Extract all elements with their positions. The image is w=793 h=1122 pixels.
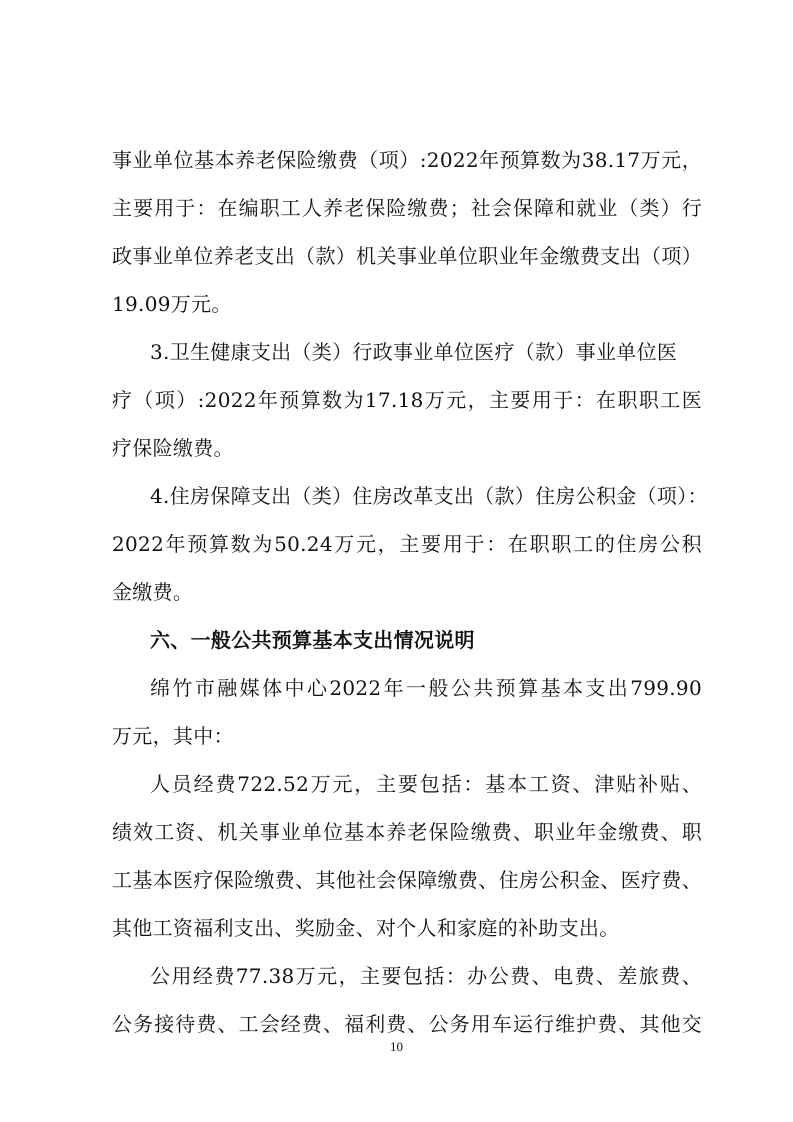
page-number: 10 xyxy=(390,1039,403,1054)
paragraph-line-9: 2022年预算数为50.24万元，主要用于：在职职工的住房公积 xyxy=(112,532,702,556)
paragraph-line-8: 4.住房保障支出（类）住房改革支出（款）住房公积金（项）： xyxy=(150,484,708,508)
paragraph-line-10: 金缴费。 xyxy=(112,580,194,604)
paragraph-line-4: 19.09万元。 xyxy=(112,292,232,316)
paragraph-line-7: 疗保险缴费。 xyxy=(112,436,234,460)
paragraph-line-1: 事业单位基本养老保险缴费（项）:2022年预算数为38.17万元， xyxy=(112,148,702,172)
section-heading-six: 六、一般公共预算基本支出情况说明 xyxy=(150,628,475,652)
paragraph-line-2: 主要用于：在编职工人养老保险缴费；社会保障和就业（类）行 xyxy=(112,196,702,220)
paragraph-line-15: 工基本医疗保险缴费、其他社会保障缴费、住房公积金、医疗费、 xyxy=(112,868,702,892)
paragraph-line-6: 疗（项）:2022年预算数为17.18万元，主要用于：在职职工医 xyxy=(112,388,702,412)
paragraph-line-13: 人员经费722.52万元，主要包括：基本工资、津贴补贴、 xyxy=(150,772,702,796)
paragraph-line-14: 绩效工资、机关事业单位基本养老保险缴费、职业年金缴费、职 xyxy=(112,820,702,844)
paragraph-line-17: 公用经费77.38万元，主要包括：办公费、电费、差旅费、 xyxy=(150,964,702,988)
paragraph-line-16: 其他工资福利支出、奖励金、对个人和家庭的补助支出。 xyxy=(112,916,620,940)
paragraph-line-12: 万元，其中： xyxy=(112,724,234,748)
paragraph-line-18: 公务接待费、工会经费、福利费、公务用车运行维护费、其他交 xyxy=(112,1012,702,1036)
paragraph-line-5: 3.卫生健康支出（类）行政事业单位医疗（款）事业单位医 xyxy=(150,340,678,364)
paragraph-line-11: 绵竹市融媒体中心2022年一般公共预算基本支出799.90 xyxy=(150,676,702,700)
paragraph-line-3: 政事业单位养老支出（款）机关事业单位职业年金缴费支出（项） xyxy=(112,244,702,268)
